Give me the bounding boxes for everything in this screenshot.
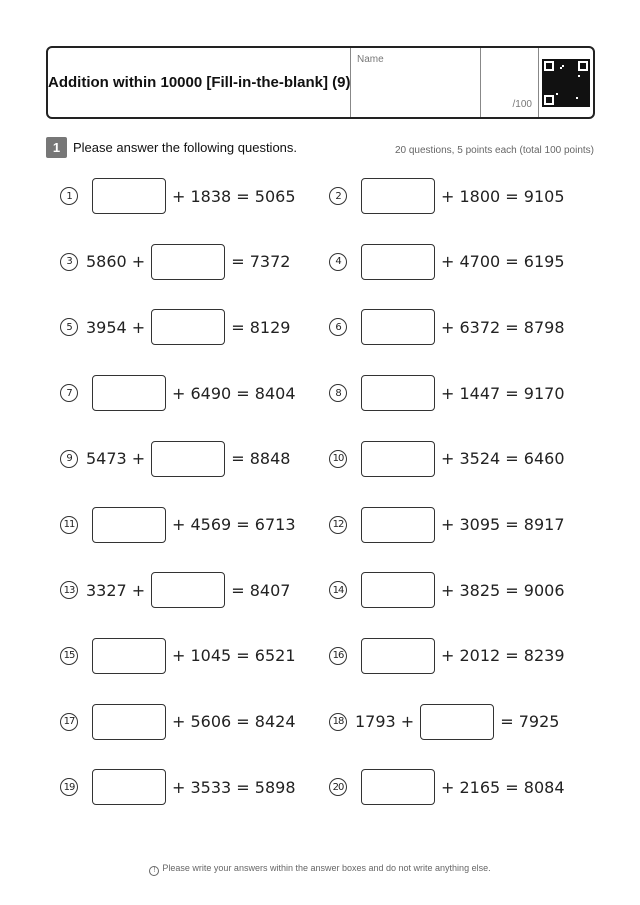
equals: = (231, 712, 255, 732)
sum: 8917 (523, 515, 565, 534)
worksheet-header (46, 46, 595, 119)
operator: + (441, 646, 460, 666)
sum: 7925 (518, 712, 560, 732)
sum: 6195 (523, 252, 565, 272)
addend: 5606 (190, 712, 232, 732)
operator: + (441, 186, 460, 206)
question-number: 11 (60, 516, 78, 534)
sum: 9006 (523, 580, 565, 600)
equals: = (500, 383, 524, 403)
addend: 1793 (355, 712, 396, 732)
answer-box[interactable] (361, 375, 435, 411)
answer-box[interactable] (361, 441, 435, 477)
question-2 (329, 178, 565, 214)
sum: 8798 (523, 317, 565, 337)
equals: = (231, 252, 250, 272)
question-20 (329, 769, 565, 805)
equals: = (500, 186, 524, 206)
question-4 (329, 244, 565, 280)
answer-box[interactable] (151, 572, 225, 608)
answer-box[interactable] (92, 638, 166, 674)
sum: 5898 (254, 777, 296, 797)
operator: + (441, 777, 460, 797)
addend: 3825 (459, 580, 501, 600)
addend: 1447 (459, 383, 501, 403)
sum: 6521 (254, 646, 296, 666)
answer-box[interactable] (92, 769, 166, 805)
answer-box[interactable] (151, 309, 225, 345)
equals: = (500, 515, 524, 534)
equals: = (500, 646, 524, 666)
sum: 9105 (523, 186, 565, 206)
answer-box[interactable] (420, 704, 494, 740)
operator: + (441, 317, 460, 337)
question-number: 9 (60, 450, 78, 468)
operator: + (172, 515, 191, 534)
question-number: 15 (60, 647, 78, 665)
operator: + (172, 646, 191, 666)
question-number: 14 (329, 581, 347, 599)
worksheet-title: Addition within 10000 [Fill-in-the-blank] (9) (48, 74, 351, 91)
addend: 2012 (459, 646, 501, 666)
question-15 (60, 638, 296, 674)
points-info: 20 questions, 5 points each (total 100 points) (394, 145, 594, 156)
question-16 (329, 638, 565, 674)
addend: 5473 (86, 449, 127, 469)
question-6 (329, 309, 565, 345)
addend: 1045 (190, 646, 232, 666)
operator: + (441, 515, 460, 534)
addend: 5860 (86, 252, 127, 272)
score-field (480, 48, 538, 117)
sum: 8084 (523, 777, 565, 797)
equals: = (231, 515, 255, 534)
addend: 1838 (190, 186, 232, 206)
sum: 8239 (523, 646, 565, 666)
name-label: Name (357, 54, 384, 65)
equals: = (500, 317, 524, 337)
question-number: 5 (60, 318, 78, 336)
answer-box[interactable] (361, 572, 435, 608)
equals: = (500, 712, 519, 732)
operator: + (441, 383, 460, 403)
sum: 8424 (254, 712, 296, 732)
question-number: 2 (329, 187, 347, 205)
sum: 8129 (249, 317, 291, 337)
addend: 6490 (190, 383, 232, 403)
equals: = (231, 317, 250, 337)
sum: 8407 (249, 580, 291, 600)
addend: 4700 (459, 252, 501, 272)
equals: = (500, 580, 524, 600)
addend: 3533 (190, 777, 232, 797)
section-instruction: Please answer the following questions. (73, 140, 298, 155)
answer-box[interactable] (92, 507, 166, 543)
answer-box[interactable] (361, 638, 435, 674)
question-number: 20 (329, 778, 347, 796)
equals: = (231, 383, 255, 403)
question-13 (60, 572, 290, 608)
sum: 7372 (249, 252, 291, 272)
operator: + (126, 580, 146, 600)
answer-box[interactable] (92, 704, 166, 740)
question-number: 4 (329, 253, 347, 271)
question-17 (60, 704, 296, 740)
sum: 8848 (249, 449, 291, 469)
answer-box[interactable] (92, 178, 166, 214)
question-number: 6 (329, 318, 347, 336)
operator: + (172, 777, 191, 797)
equals: = (231, 777, 255, 797)
question-number: 10 (329, 450, 347, 468)
sum: 6460 (523, 449, 565, 469)
question-8 (329, 375, 565, 411)
question-number: 1 (60, 187, 78, 205)
question-14 (329, 572, 565, 608)
question-11 (60, 507, 296, 543)
addend: 4569 (190, 515, 232, 534)
answer-box[interactable] (361, 309, 435, 345)
answer-box[interactable] (361, 244, 435, 280)
answer-box[interactable] (361, 507, 435, 543)
question-19 (60, 769, 296, 805)
answer-box[interactable] (151, 441, 225, 477)
question-9 (60, 441, 290, 477)
addend: 3095 (459, 515, 501, 534)
qr-code (538, 48, 593, 117)
operator: + (441, 449, 460, 469)
question-12 (329, 507, 565, 543)
question-number: 17 (60, 713, 78, 731)
question-number: 18 (329, 713, 347, 731)
sum: 6713 (254, 515, 296, 534)
equals: = (500, 252, 524, 272)
section-heading (46, 137, 297, 158)
question-number: 12 (329, 516, 347, 534)
question-3 (60, 244, 290, 280)
operator: + (395, 712, 415, 732)
addend: 3524 (459, 449, 501, 469)
addend: 6372 (459, 317, 501, 337)
equals: = (231, 449, 250, 469)
question-number: 13 (60, 581, 78, 599)
score-label: /100 (512, 99, 532, 110)
sum: 8404 (254, 383, 296, 403)
answer-box[interactable] (151, 244, 225, 280)
operator: + (441, 252, 460, 272)
answer-box[interactable] (361, 769, 435, 805)
question-5 (60, 309, 290, 345)
footer-text: Please write your answers within the answer boxes and do not write anything else. (162, 863, 491, 873)
question-18 (329, 704, 559, 740)
operator: + (172, 712, 191, 732)
info-icon: ! (149, 866, 159, 876)
question-number: 3 (60, 253, 78, 271)
equals: = (231, 580, 250, 600)
operator: + (126, 449, 146, 469)
operator: + (172, 383, 191, 403)
sum: 5065 (254, 186, 296, 206)
answer-box[interactable] (361, 178, 435, 214)
question-number: 19 (60, 778, 78, 796)
name-field[interactable] (350, 48, 480, 117)
sum: 9170 (523, 383, 565, 403)
question-number: 7 (60, 384, 78, 402)
question-number: 8 (329, 384, 347, 402)
question-10 (329, 441, 565, 477)
addend: 3954 (86, 317, 127, 337)
question-number: 16 (329, 647, 347, 665)
addend: 3327 (86, 580, 127, 600)
addend: 2165 (459, 777, 501, 797)
question-7 (60, 375, 296, 411)
section-number: 1 (46, 137, 67, 158)
operator: + (172, 186, 191, 206)
operator: + (126, 252, 146, 272)
qr-code-icon (542, 59, 590, 107)
answer-box[interactable] (92, 375, 166, 411)
operator: + (126, 317, 146, 337)
addend: 1800 (459, 186, 501, 206)
equals: = (231, 646, 255, 666)
equals: = (500, 449, 524, 469)
question-1 (60, 178, 296, 214)
equals: = (231, 186, 255, 206)
footer-note (0, 863, 640, 876)
equals: = (500, 777, 524, 797)
operator: + (441, 580, 460, 600)
